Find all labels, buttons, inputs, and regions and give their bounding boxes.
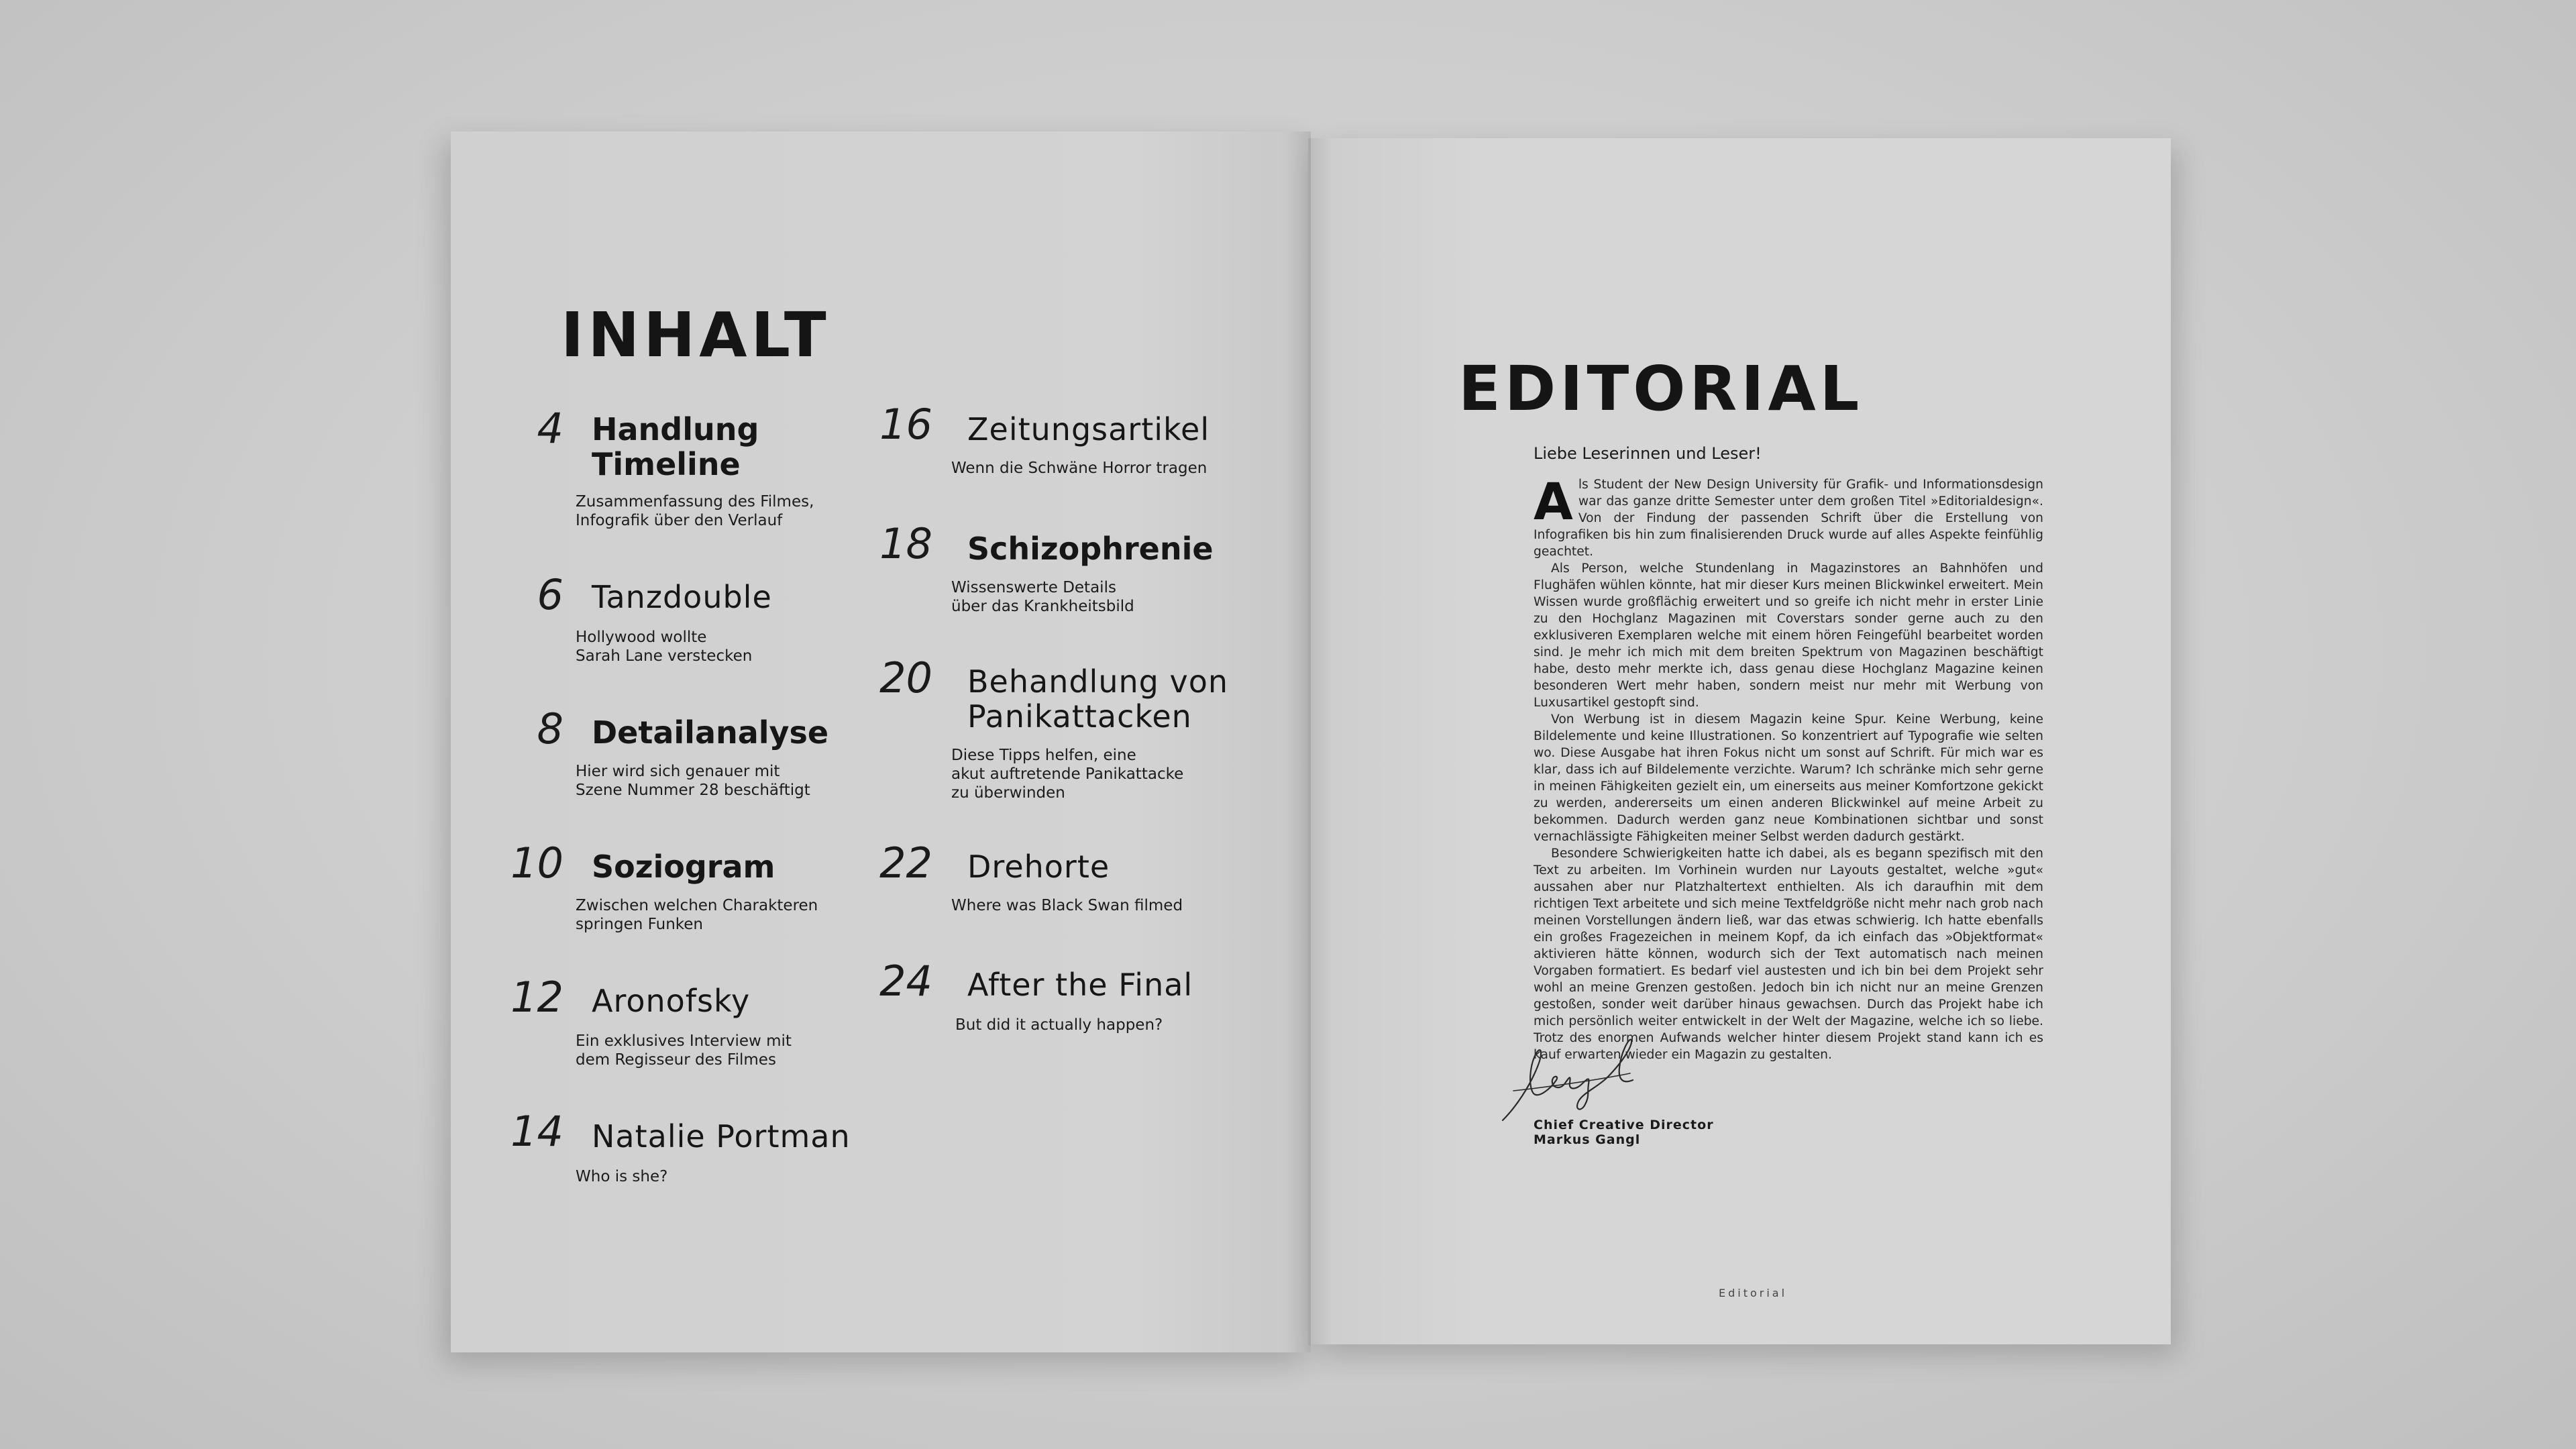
editorial-paragraph: Besondere Schwierigkeiten hatte ich dabei, als es begann spezifisch mit den Text zu arbeiten. Im Vorhinein wurden nur Layouts gestaltet, welche »gut« aussahen aber nur Platzhaltertext enthielten. Als ich daraufhin mit dem richtigen Text arbeitete und sich meine Textfeldgröße nicht mehr nach grob nach meinen Vorstellungen ändern ließ, war das etwas schwierig. Ich hatte ebenfalls ein großes Fragezeichen in meinem Kopf, da ich einfach das »Objektformat« aktivieren hätte können, wodurch sich der Text automatisch nach meinen Vorgaben formatiert. Es bedarf viel austesten und ich bin bei dem Projekt sehr wohl an meine Grenzen gestoßen. Jedoch bin ich nicht nur an meine Grenzen gestoßen, sonder weit darüber hinaus gewachsen. Durch das Projekt habe ich mich persönlich weiter entwickelt in der Welt der Magazine, welche ich so liebe. Trotz des enormen Aufwands welcher hinter diesem Projekt stand kann ich es kauf erwarten wieder ein Magazin zu gestalten. <box>1534 847 2043 1062</box>
page-folio: Editorial <box>1719 1287 1788 1299</box>
toc-entry-number: 14 <box>511 1107 564 1156</box>
spine-gutter <box>1308 138 1311 1346</box>
toc-entry-description: Who is she? <box>576 1168 668 1185</box>
editorial-paragraph <box>1534 472 2043 560</box>
toc-entry-title: After the Final <box>967 967 1193 1003</box>
toc-entry-number: 12 <box>511 973 564 1022</box>
toc-entry-title: Aronofsky <box>592 983 751 1019</box>
editorial-paragraph: Als Person, welche Stundenlang in Magazinstores an Bahnhöfen und Flughäfen wühlen könnte, hat mir dieser Kurs meinen Blickwinkel erweitert. Mein Wissen wurde großflächig erweitert und so greife ich nicht mehr in erster Linie zu den Hochglanz Magazinen mit Coverstars sonder gerne auch zu den exklusiveren Exemplaren welche mit einem hören Feingefühl bearbeitet worden sind. Je mehr ich mich mit dem breiten Spektrum von Magazinen beschäftigt habe, desto mehr merkte ich, dass genau diese Hochglanz Magazine keinen besonderen Wert mehr haben, sondern meist nur mehr mit Werbung von Luxusartikel gestopft sind. <box>1534 561 2043 710</box>
contents-title: INHALT <box>561 299 830 371</box>
toc-entry-description: Ein exklusives Interview mit dem Regisseur des Filmes <box>576 1032 792 1069</box>
drop-cap: A <box>1534 472 1573 531</box>
toc-entry-title: Handlung Timeline <box>592 411 759 482</box>
toc-entry-title: Behandlung von Panikattacken <box>967 663 1228 735</box>
toc-entry-description: Where was Black Swan filmed <box>951 897 1183 914</box>
toc-entry-number: 6 <box>537 570 564 619</box>
toc-entry-description: Zwischen welchen Charakteren springen Funken <box>576 897 818 933</box>
toc-entry-description: Hier wird sich genauer mit Szene Nummer 28 beschäftigt <box>576 763 810 799</box>
toc-entry-title: Natalie Portman <box>592 1118 851 1155</box>
signature-name: Markus Gangl <box>1534 1132 1641 1147</box>
toc-entry-number: 16 <box>879 400 932 449</box>
signature-image <box>1489 1026 1690 1127</box>
toc-entry-description: Diese Tipps helfen, eine akut auftretende Panikattacke zu überwinden <box>951 747 1184 802</box>
toc-entry-title: Detailanalyse <box>592 714 829 751</box>
toc-entry-description: Wissenswerte Details über das Krankheitsbild <box>951 579 1134 615</box>
toc-entry-description: Zusammenfassung des Filmes, Infografik über den Verlauf <box>576 493 814 529</box>
toc-entry-number: 24 <box>879 957 932 1006</box>
toc-entry-number: 20 <box>879 653 932 702</box>
toc-entry-number: 18 <box>879 519 932 568</box>
toc-entry-title: Soziogram <box>592 849 775 885</box>
toc-entry-number: 8 <box>537 704 564 753</box>
signature-role: Chief Creative Director <box>1534 1118 1714 1132</box>
toc-entry-title: Tanzdouble <box>592 579 772 615</box>
toc-entry-description: Hollywood wollte Sarah Lane verstecken <box>576 629 753 665</box>
toc-entry-title: Drehorte <box>967 849 1110 885</box>
toc-entry-number: 22 <box>879 839 932 888</box>
editorial-paragraph-text: ls Student der New Design University für Grafik- und Informationsdesign war das ganze dritte Semester unter dem großen Titel »Editorialdesign«. Von der Findung der passenden Schrift über die Erstellung von Infografiken bis hin zum finalisierenden Druck wurde auf alles Aspekte feinfühlig geachtet. <box>1534 478 2043 559</box>
toc-entry-title: Zeitungsartikel <box>967 411 1210 447</box>
toc-entry-description: Wenn die Schwäne Horror tragen <box>951 460 1208 477</box>
toc-entry-title: Schizophrenie <box>967 531 1214 567</box>
editorial-salutation: Liebe Leserinnen und Leser! <box>1534 444 1762 463</box>
toc-entry-description: But did it actually happen? <box>955 1016 1163 1034</box>
toc-entry-number: 4 <box>537 404 564 453</box>
editorial-body <box>1534 472 2043 1062</box>
toc-entry-number: 10 <box>511 839 564 888</box>
editorial-paragraph: Von Werbung ist in diesem Magazin keine Spur. Keine Werbung, keine Bildelemente und keine Illustrationen. So konzentriert auf Typografie wie selten wo. Diese Ausgabe hat ihren Fokus nicht um sonst auf Schrift. Für mich war es klar, dass ich auf Bildelemente verzichte. Warum? Ich schränke mich sehr gerne in meinen Fähigkeiten gezielt ein, um einerseits aus meiner Komfortzone gekickt zu werden, andererseits um einen anderen Blickwinkel auf meine Arbeit zu bekommen. Dadurch werden ganz neue Kombinationen sichtbar und sonst vernachlässigte Fähigkeiten meiner Selbst werden dadurch gestärkt. <box>1534 712 2043 844</box>
editorial-title: EDITORIAL <box>1458 353 1864 425</box>
